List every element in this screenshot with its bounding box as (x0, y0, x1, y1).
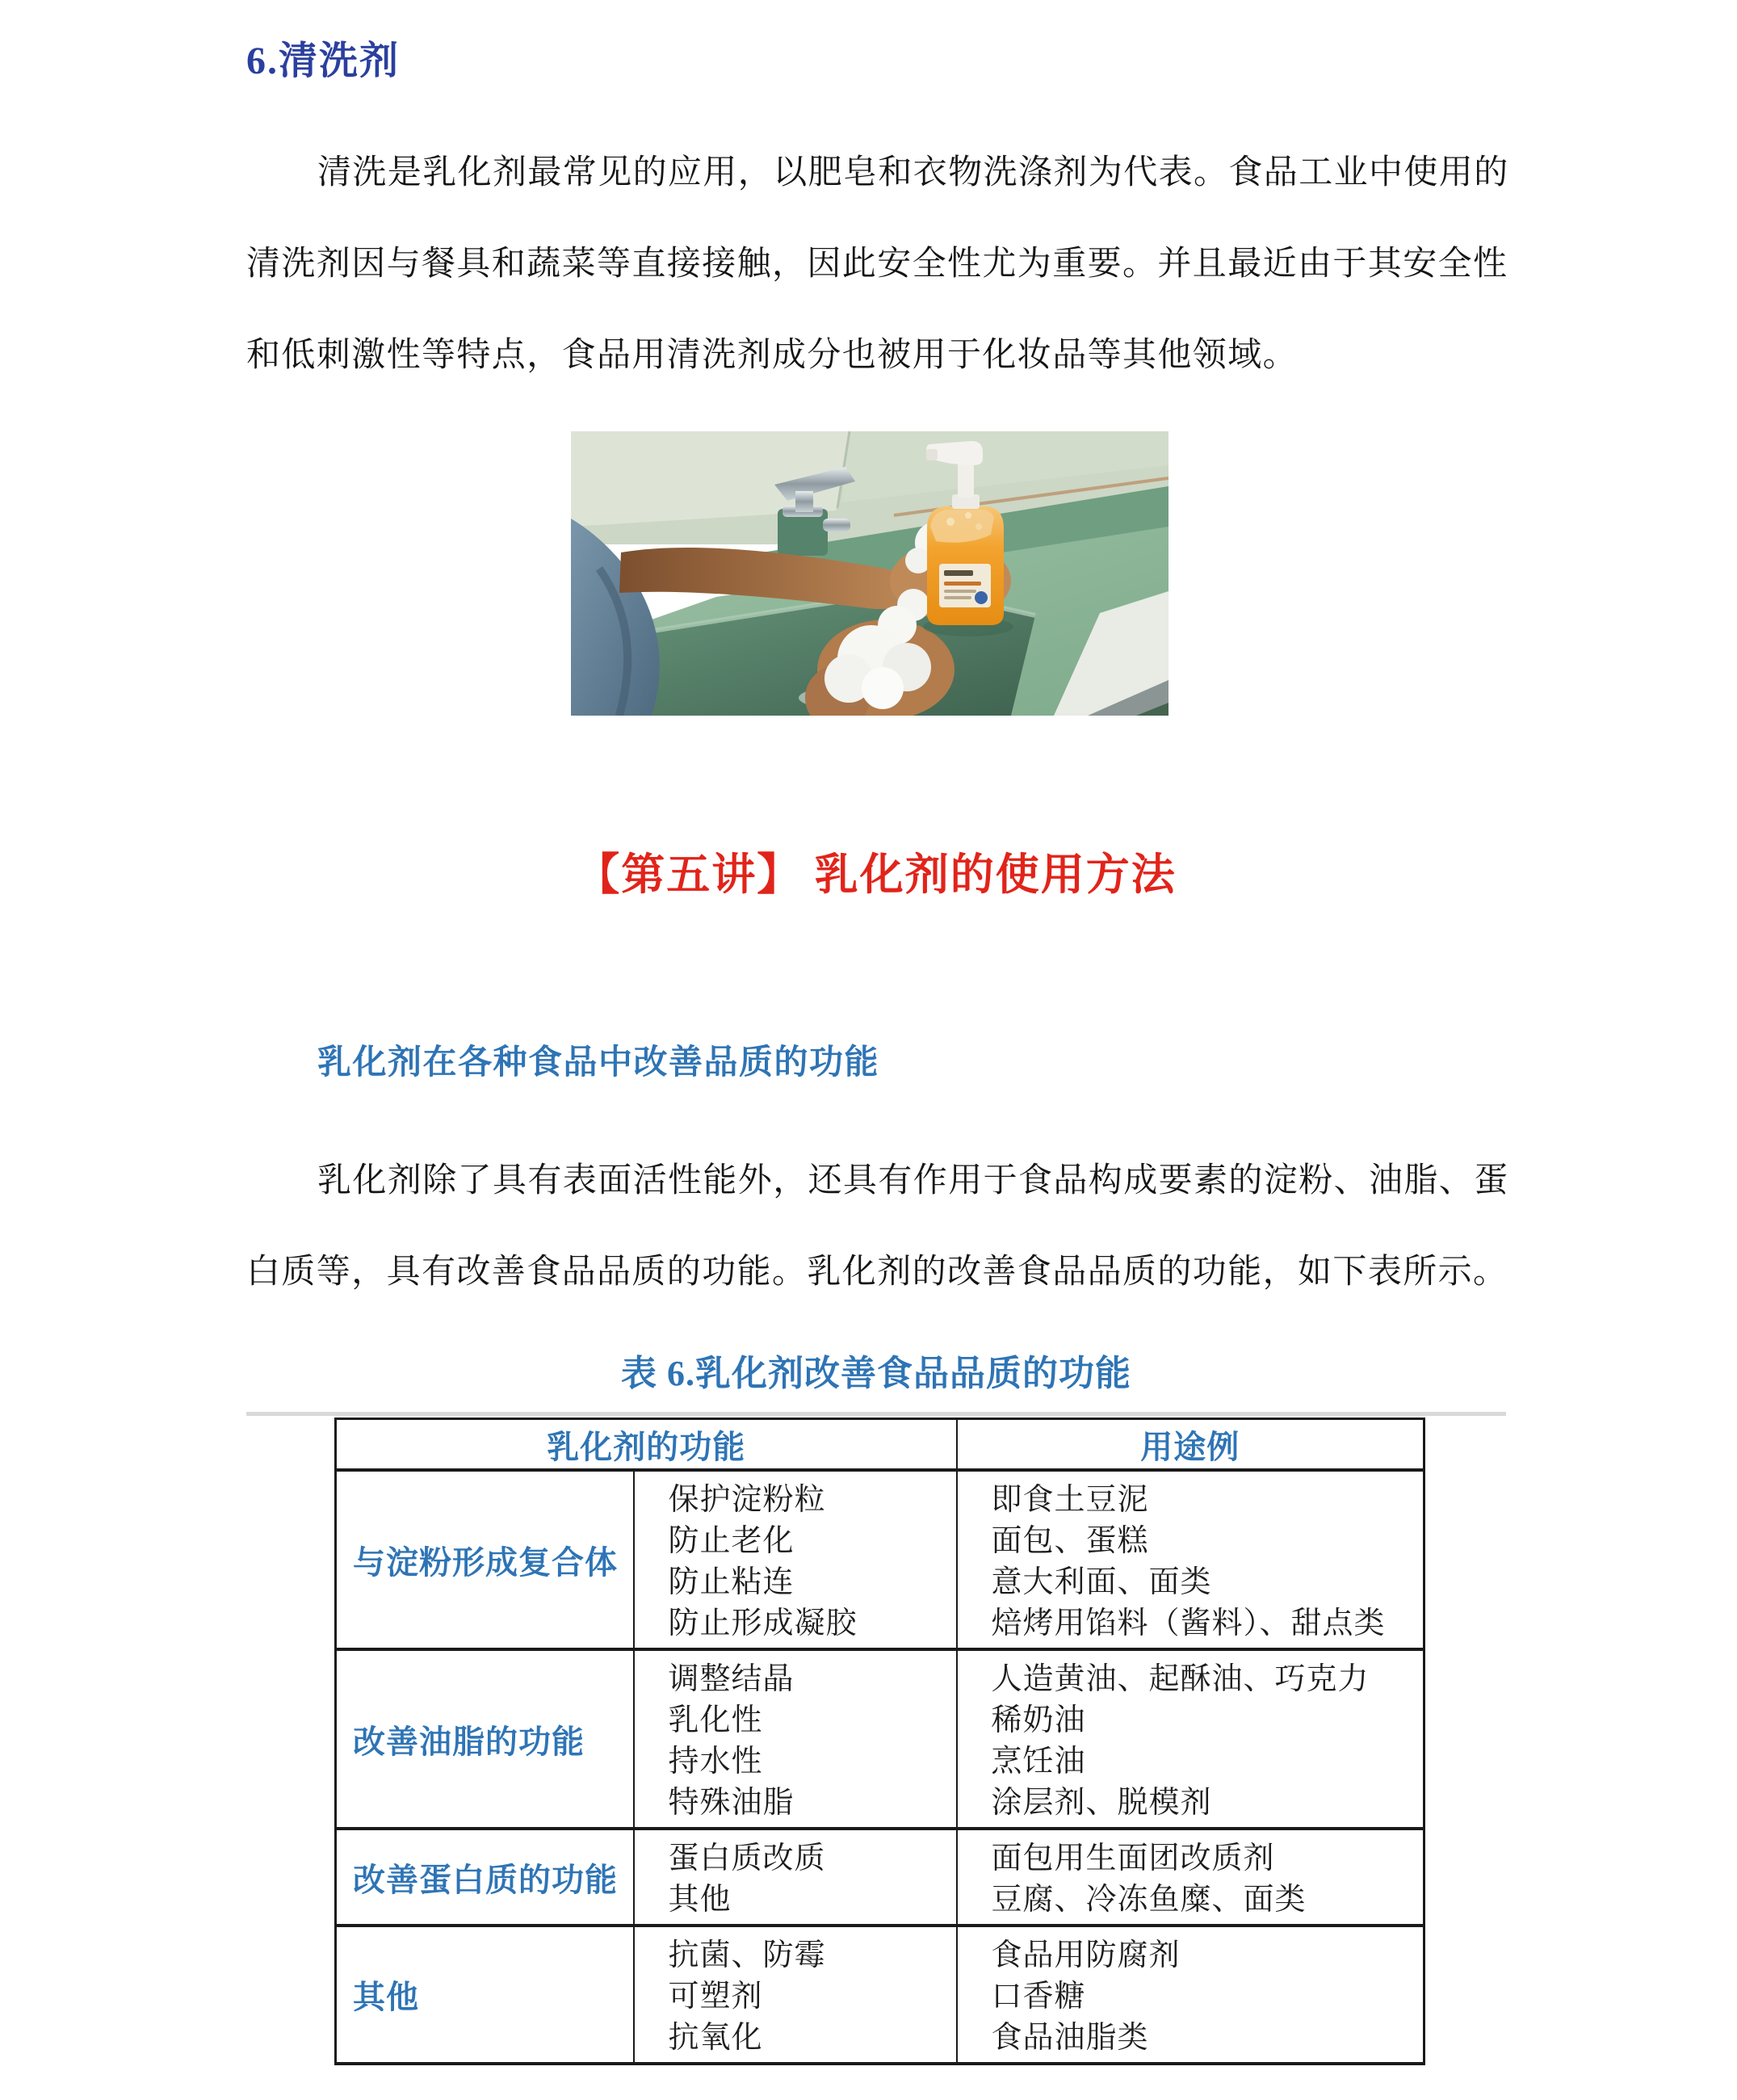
row-category: 与淀粉形成复合体 (336, 1470, 634, 1649)
row-functions (634, 1926, 957, 2064)
cell-line: 调整结晶 (668, 1662, 795, 1696)
cell-line: 可塑剂 (668, 1980, 763, 2014)
table-caption: 表 6.乳化剂改善食品品质的功能 (621, 1354, 1131, 1393)
table-row (336, 1926, 1424, 2064)
cell-line: 抗氧化 (668, 2021, 763, 2055)
cell-line: 面包、蛋糕 (991, 1524, 1149, 1558)
cell-line: 保护淀粉粒 (668, 1483, 826, 1517)
emulsifier-functions-table (334, 1418, 1425, 2065)
row-functions (634, 1649, 957, 1829)
cell-line: 防止粘连 (668, 1565, 795, 1599)
cell-line: 特殊油脂 (668, 1786, 795, 1820)
table-row (336, 1829, 1424, 1926)
cell-line: 蛋白质改质 (668, 1842, 826, 1875)
paragraph-line: 清洗是乳化剂最常见的应用，以肥皂和衣物洗涤剂为代表。食品工业中使用的 (317, 154, 1509, 191)
cell-line: 食品用防腐剂 (991, 1938, 1181, 1972)
paragraph-line: 和低刺激性等特点，食品用清洗剂成分也被用于化妆品等其他领域。 (246, 337, 1299, 374)
table-row (336, 1649, 1424, 1829)
row-uses (957, 1829, 1424, 1926)
handwashing-photo (571, 431, 1168, 716)
paragraph-line: 清洗剂因与餐具和蔬菜等直接接触，因此安全性尤为重要。并且最近由于其安全性 (246, 246, 1508, 283)
cell-line: 人造黄油、起酥油、巧克力 (991, 1662, 1370, 1696)
cell-line: 烹饪油 (991, 1745, 1086, 1779)
cell-line: 焙烤用馅料（酱料）、甜点类 (991, 1606, 1386, 1640)
shirt-sleeve (571, 519, 660, 716)
sub-heading: 乳化剂在各种食品中改善品质的功能 (317, 1044, 880, 1082)
cell-line: 豆腐、冷冻鱼糜、面类 (991, 1883, 1307, 1917)
cell-line: 意大利面、面类 (991, 1565, 1212, 1599)
cell-line: 其他 (668, 1883, 732, 1917)
horizontal-divider (246, 1412, 1506, 1416)
row-functions (634, 1829, 957, 1926)
cell-line: 乳化性 (668, 1703, 763, 1737)
row-category: 其他 (336, 1926, 634, 2064)
cell-line: 口香糖 (991, 1980, 1086, 2014)
paragraph-line: 白质等，具有改善食品品质的功能。乳化剂的改善食品品质的功能，如下表所示。 (246, 1254, 1508, 1291)
cell-line: 即食土豆泥 (991, 1483, 1149, 1517)
row-category: 改善蛋白质的功能 (336, 1829, 634, 1926)
lecture-title: 【第五讲】 乳化剂的使用方法 (576, 850, 1177, 899)
cell-line: 稀奶油 (991, 1703, 1086, 1737)
header-uses: 用途例 (957, 1419, 1424, 1471)
section-heading: 6.清洗剂 (246, 40, 401, 82)
header-functions: 乳化剂的功能 (336, 1419, 957, 1471)
cell-line: 抗菌、防霉 (668, 1938, 826, 1972)
row-functions (634, 1470, 957, 1649)
row-uses (957, 1649, 1424, 1829)
cell-line: 防止形成凝胶 (668, 1606, 858, 1640)
paragraph-line: 乳化剂除了具有表面活性能外，还具有作用于食品构成要素的淀粉、油脂、蛋 (317, 1162, 1509, 1199)
row-uses (957, 1470, 1424, 1649)
cell-line: 面包用生面团改质剂 (991, 1842, 1275, 1875)
cell-line: 涂层剂、脱模剂 (991, 1786, 1212, 1820)
table-header-row (336, 1419, 1424, 1471)
cell-line: 食品油脂类 (991, 2021, 1149, 2055)
table-row (336, 1470, 1424, 1649)
row-uses (957, 1926, 1424, 2064)
cell-line: 持水性 (668, 1745, 763, 1779)
row-category: 改善油脂的功能 (336, 1649, 634, 1829)
cell-line: 防止老化 (668, 1524, 795, 1558)
